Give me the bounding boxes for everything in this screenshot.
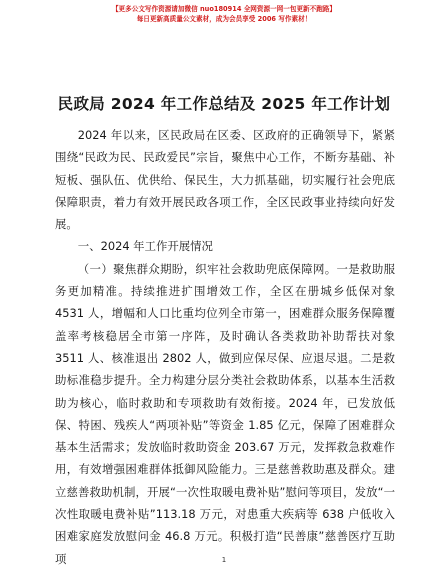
document-title: 民政局 2024 年工作总结及 2025 年工作计划 <box>57 95 391 113</box>
banner-line-2: 每日更新高质量公文素材，成为会员享受 2006 写作素材！ <box>136 15 312 23</box>
banner-line-1: 【更多公文写作资源请加微信 nuo180914 全网资源一网一包更新不跑路】 <box>111 5 337 13</box>
top-banner <box>0 4 448 24</box>
intro-paragraph: 2024 年以来，区民政局在区委、区政府的正确领导下，紧紧围绕“民政为民、民政爱民”宗旨，聚焦中心工作，不断夯基础、补短板、强队伍、优供给、保民生，大力抓基础，切实履行社会兜底保障职责，着力有效开展民政各项工作，全区民政事业持续向好发展。 <box>55 128 395 232</box>
section-heading: 一、2024 年工作开展情况 <box>77 239 213 254</box>
body-paragraph: （一）聚焦群众期盼，织牢社会救助兜底保障网。一是救助服务更加精准。持续推进扩围增效工作，全区在册城乡低保对象 4531 人，增幅和人口比重均位列全市第一，困难群众服务保障覆盖率考核稳居全市第一序阵，及时确认各类救助补助帮扶对象 3511 人、核准退出 2802 人，做到应保尽保、应退尽退。二是救助标准稳步提升。全力构建分层分类社会救助体系，以基本生活救助为核心，临时救助和专项救助有效衔接。2024 年，已发放低保、特困、残疾人“两项补贴”等资金 1.85 亿元，保障了困难群众基本生活需求；发放临时救助资金 203.67 万元，发挥救急救难作用，有效增强困难群体抵御风险能力。三是慈善救助惠及群众。建立慈善救助机制，开展“一次性取暖电费补贴”慰问等项目，发放“一次性取暖电费补贴”113.18 万元，对患重大疾病等 638 户低收入困难家庭发放慰问金 46.8 万元。积极打造“民善康”慈善医疗互助项 <box>55 261 395 566</box>
document-body <box>55 124 395 570</box>
page-number: 1 <box>221 556 227 564</box>
